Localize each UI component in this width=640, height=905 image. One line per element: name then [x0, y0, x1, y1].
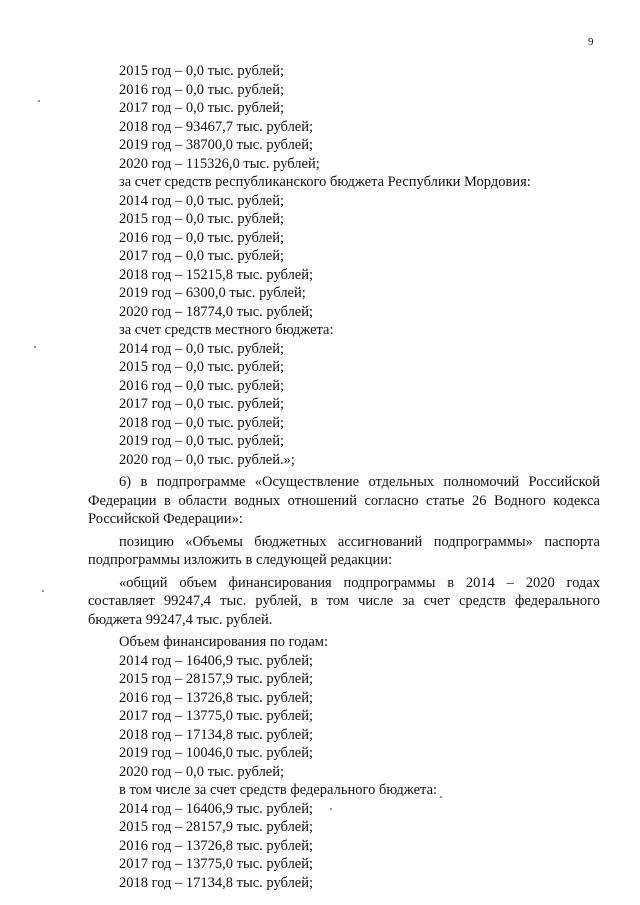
list-line: 2018 год – 15215,8 тыс. рублей; — [119, 266, 314, 283]
scan-speck — [34, 346, 36, 348]
document-body — [88, 62, 600, 892]
list-line: 2017 год – 0,0 тыс. рублей; — [119, 100, 285, 116]
list-line: в том числе за счет средств федерального бюджета: — [119, 782, 438, 798]
list-line: за счет средств местного бюджета: — [119, 322, 334, 338]
page-number: 9 — [588, 36, 594, 48]
list-line: 2016 год – 13726,8 тыс. рублей; — [119, 837, 314, 854]
list-line: 2018 год – 17134,8 тыс. рублей; — [119, 726, 314, 743]
list-line: 2020 год – 0,0 тыс. рублей; — [119, 763, 285, 780]
list-line: 2019 год – 0,0 тыс. рублей; — [119, 433, 285, 449]
list-line: 2015 год – 28157,9 тыс. рублей; — [119, 671, 314, 687]
list-line: 2020 год – 115326,0 тыс. рублей; — [119, 155, 320, 172]
list-line: 2018 год – 17134,8 тыс. рублей; — [119, 874, 314, 891]
funding-list-1 — [88, 62, 600, 469]
list-line: 2014 год – 16406,9 тыс. рублей; — [119, 800, 314, 817]
list-line: 2015 год – 0,0 тыс. рублей; — [119, 211, 285, 227]
list-line: 2018 год – 0,0 тыс. рублей; — [119, 414, 285, 431]
position-paragraph: позицию «Объемы бюджетных ассигнований подпрограммы» паспорта подпрограммы изложить в следующей редакции: — [88, 533, 600, 568]
list-line: 2018 год – 93467,7 тыс. рублей; — [119, 118, 314, 135]
list-line: 2015 год – 28157,9 тыс. рублей; — [119, 819, 314, 835]
list-line: 2019 год – 38700,0 тыс. рублей; — [119, 137, 314, 153]
list-line: 2020 год – 18774,0 тыс. рублей; — [119, 303, 314, 320]
list-line: 2019 год – 10046,0 тыс. рублей; — [119, 745, 314, 761]
list-line: 2016 год – 13726,8 тыс. рублей; — [119, 689, 314, 706]
list-line: 2014 год – 0,0 тыс. рублей; — [119, 340, 285, 357]
list-line: Объем финансирования по годам: — [119, 634, 329, 650]
list-line: 2014 год – 16406,9 тыс. рублей; — [119, 652, 314, 669]
list-line: 2017 год – 0,0 тыс. рублей; — [119, 248, 285, 264]
scan-speck — [440, 796, 442, 798]
list-line: 2016 год – 0,0 тыс. рублей; — [119, 377, 285, 394]
list-line: 2015 год – 0,0 тыс. рублей; — [119, 359, 285, 375]
total-funding-paragraph: «общий объем финансирования подпрограммы в 2014 – 2020 годах составляет 99247,4 тыс. рублей, в том числе за счет средств федерального бюджета 99247,4 тыс. рублей. — [88, 574, 600, 628]
list-line: 2020 год – 0,0 тыс. рублей.»; — [119, 451, 295, 468]
list-line: 2015 год – 0,0 тыс. рублей; — [119, 63, 285, 79]
scan-speck — [42, 590, 44, 592]
list-line: за счет средств республиканского бюджета Республики Мордовия: — [119, 174, 531, 190]
list-line: 2017 год – 13775,0 тыс. рублей; — [119, 708, 314, 724]
funding-list-2 — [88, 633, 600, 892]
scan-speck — [330, 808, 332, 810]
list-line: 2014 год – 0,0 тыс. рублей; — [119, 192, 285, 209]
scan-speck — [38, 100, 40, 102]
list-line: 2017 год – 0,0 тыс. рублей; — [119, 396, 285, 412]
subprogram-paragraph: 6) в подпрограмме «Осуществление отдельных полномочий Российской Федерации в области водных отношений согласно статье 26 Водного кодекса Российской Федерации»: — [88, 474, 600, 527]
list-line: 2016 год – 0,0 тыс. рублей; — [119, 229, 285, 246]
list-line: 2016 год – 0,0 тыс. рублей; — [119, 81, 285, 98]
list-line: 2019 год – 6300,0 тыс. рублей; — [119, 285, 306, 301]
list-line: 2017 год – 13775,0 тыс. рублей; — [119, 856, 314, 872]
